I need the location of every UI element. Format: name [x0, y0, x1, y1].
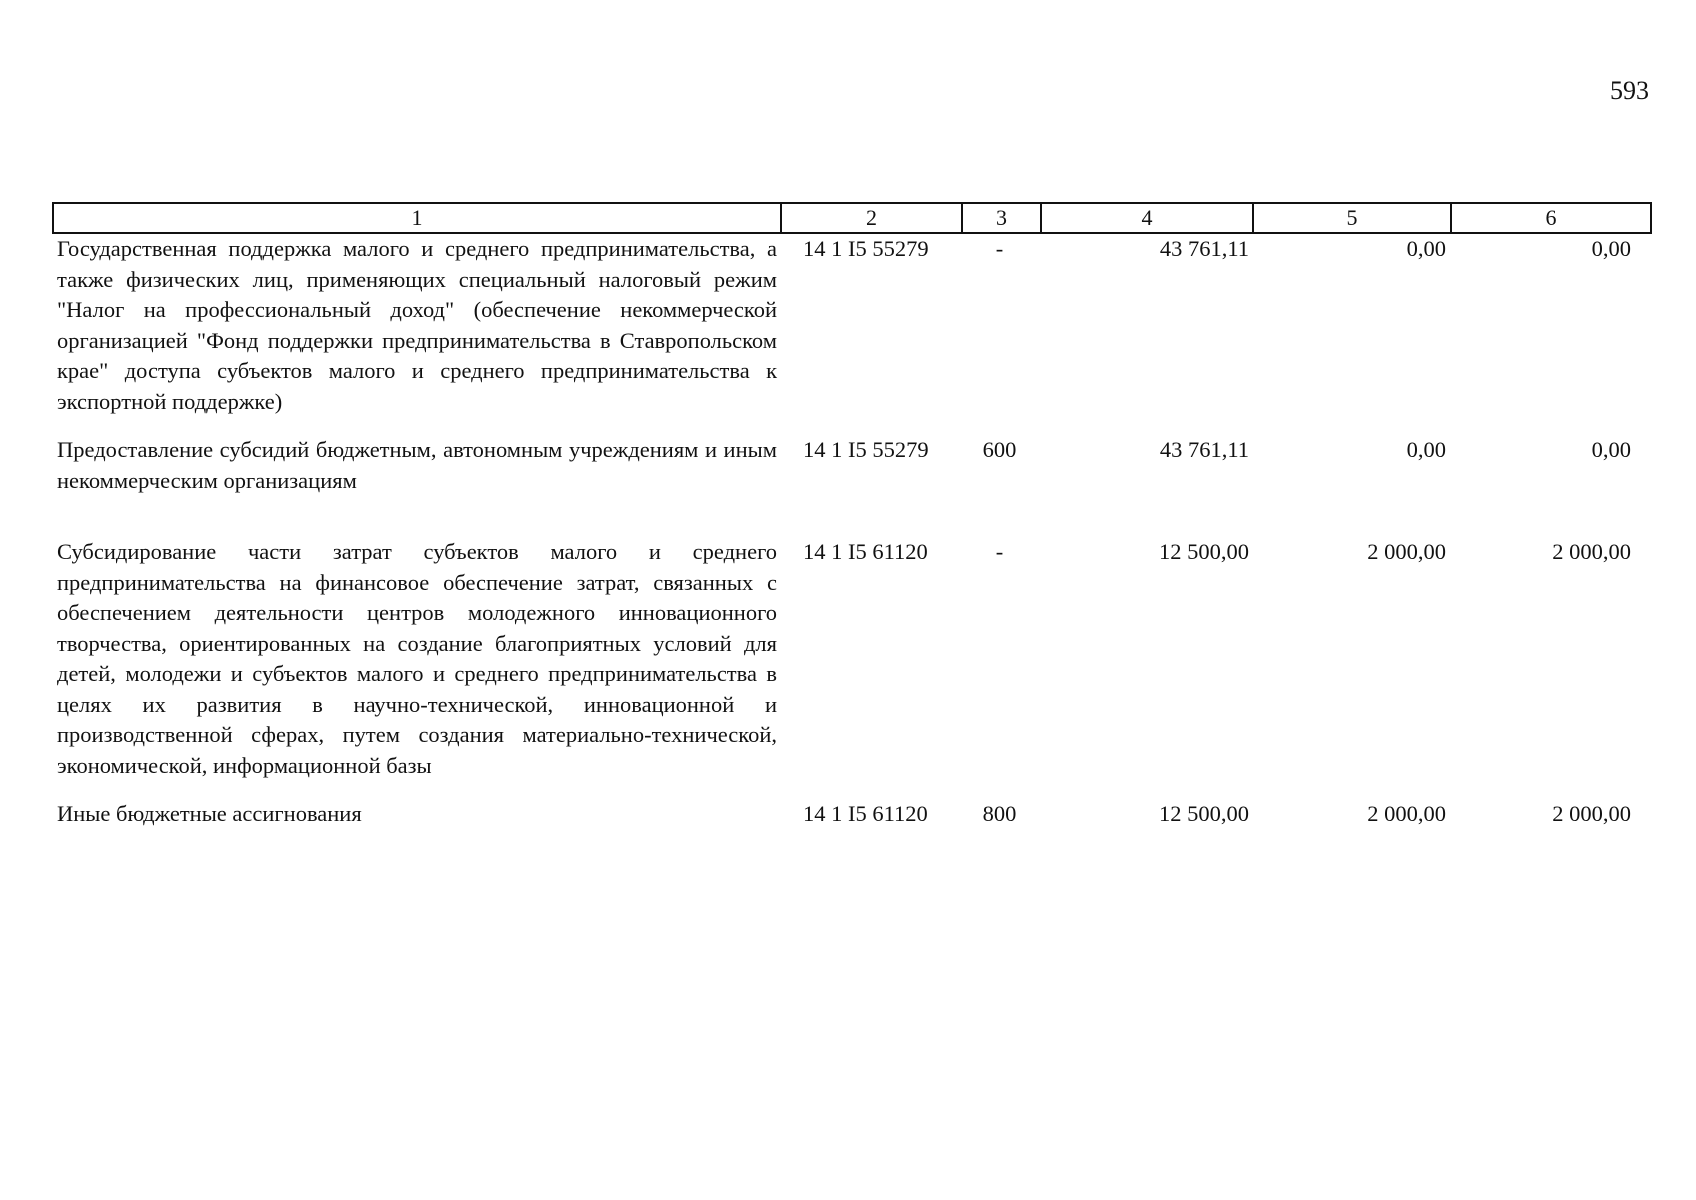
row-target-code: 14 1 I5 61120: [803, 801, 928, 826]
page-number: 593: [1610, 76, 1649, 105]
header-col-4: 4: [1041, 203, 1253, 233]
row-expense-type: -: [995, 236, 1004, 261]
row-amount-col-5: 0,00: [1406, 236, 1446, 261]
header-row: [53, 203, 1651, 233]
header-col-2: 2: [781, 203, 962, 233]
row-description: Предоставление субсидий бюджетным, автономным учреждениям и иным некоммерческим организациям: [57, 437, 777, 493]
row-amount-col-4: 12 500,00: [1159, 801, 1249, 826]
table-row: [53, 435, 1651, 537]
budget-table: [52, 202, 1652, 830]
row-target-code: 14 1 I5 55279: [803, 437, 929, 462]
row-description: Государственная поддержка малого и среднего предпринимательства, а также физических лиц, применяющих специальный налоговый режим "Налог на профессиональный доход" (обеспечение некоммерческой организацией "Фонд поддержки предпринимательства в Ставропольском крае" доступа субъектов малого и среднего предпринимательства к экспортной поддержке): [57, 236, 777, 414]
table-row: [53, 799, 1651, 830]
row-amount-col-6: 2 000,00: [1552, 801, 1631, 826]
row-amount-col-5: 2 000,00: [1367, 801, 1446, 826]
row-expense-type: 600: [982, 437, 1017, 462]
row-amount-col-6: 0,00: [1591, 437, 1631, 462]
row-amount-col-5: 0,00: [1406, 437, 1446, 462]
row-target-code: 14 1 I5 55279: [803, 236, 929, 261]
table-row: [53, 537, 1651, 799]
table-body: [53, 233, 1651, 830]
row-description: Субсидирование части затрат субъектов малого и среднего предпринимательства на финансовое обеспечение затрат, связанных с обеспечением деятельности центров молодежного инновационного творчества, ориентированных на создание благоприятных условий для детей, молодежи и субъектов малого и среднего предпринимательства в целях их развития в научно-технической, инновационной и производственной сферах, путем создания материально-технической, экономической, информационной базы: [57, 539, 777, 778]
row-amount-col-4: 43 761,11: [1159, 437, 1249, 462]
row-expense-type: 800: [982, 801, 1017, 826]
row-expense-type: -: [995, 539, 1004, 564]
row-amount-col-6: 2 000,00: [1552, 539, 1631, 564]
table-row: [53, 233, 1651, 435]
row-description: Иные бюджетные ассигнования: [57, 801, 362, 826]
table-header: [53, 203, 1651, 233]
header-col-5: 5: [1253, 203, 1451, 233]
header-col-1: 1: [53, 203, 781, 233]
header-col-6: 6: [1451, 203, 1651, 233]
header-col-3: 3: [962, 203, 1041, 233]
row-amount-col-4: 12 500,00: [1159, 539, 1249, 564]
row-amount-col-5: 2 000,00: [1367, 539, 1446, 564]
row-target-code: 14 1 I5 61120: [803, 539, 928, 564]
row-amount-col-6: 0,00: [1591, 236, 1631, 261]
row-amount-col-4: 43 761,11: [1159, 236, 1249, 261]
